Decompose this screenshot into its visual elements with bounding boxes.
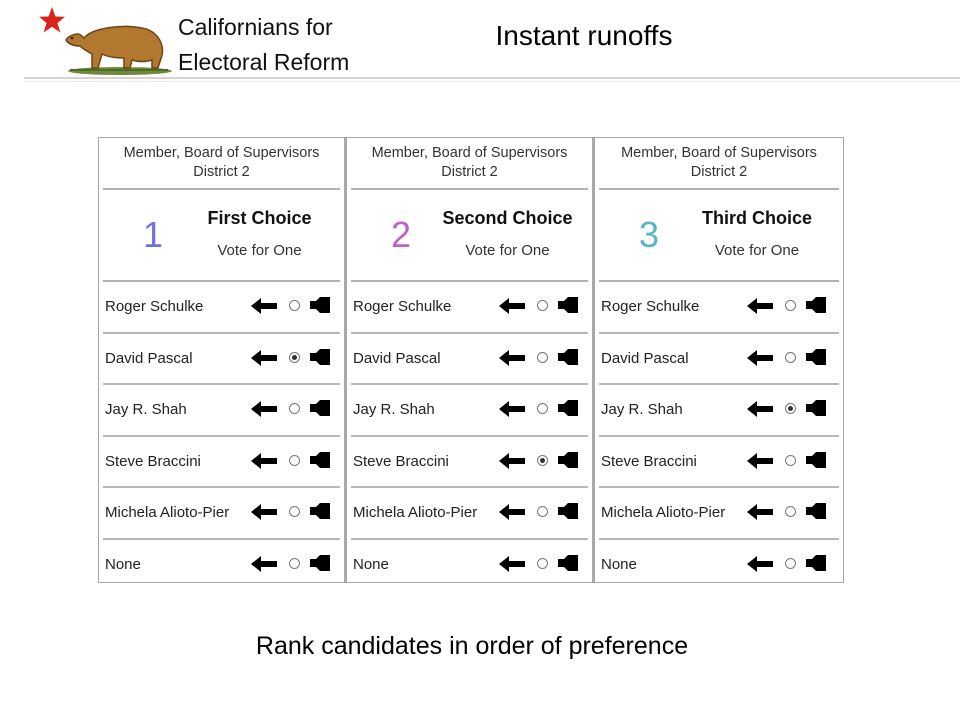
- office-district: District 2: [441, 164, 498, 180]
- candidate-row[interactable]: [599, 437, 839, 489]
- office-title: Member, Board of Supervisors: [371, 145, 568, 161]
- arrow-tail-icon: [310, 400, 330, 416]
- arrow-tail-icon: [806, 349, 826, 365]
- arrow-tail-icon: [806, 452, 826, 468]
- office-title: Member, Board of Supervisors: [621, 145, 817, 161]
- radio-button[interactable]: [785, 300, 796, 311]
- arrow-tail-icon: [558, 555, 578, 571]
- radio-button[interactable]: [289, 300, 300, 311]
- arrow-tail-icon: [806, 503, 826, 519]
- candidate-name: Roger Schulke: [353, 298, 452, 315]
- candidate-name: Jay R. Shah: [353, 401, 435, 418]
- arrow-left-icon: [251, 504, 277, 520]
- candidate-row[interactable]: [599, 282, 839, 334]
- arrow-left-icon: [499, 504, 525, 520]
- arrow-left-icon: [747, 556, 773, 572]
- candidate-name: David Pascal: [601, 349, 689, 367]
- choice-header: [103, 190, 340, 282]
- radio-dot: [292, 355, 297, 360]
- office-district: District 2: [690, 164, 748, 180]
- candidate-name: None: [105, 555, 141, 573]
- radio-button[interactable]: [289, 455, 300, 466]
- candidate-row[interactable]: [599, 540, 839, 592]
- candidate-name: Jay R. Shah: [105, 401, 187, 418]
- candidate-name: Roger Schulke: [105, 298, 204, 315]
- arrow-left-icon: [747, 298, 773, 314]
- candidate-name: David Pascal: [105, 349, 193, 367]
- candidate-row[interactable]: [351, 540, 588, 592]
- candidate-name: Steve Braccini: [601, 452, 697, 470]
- radio-button[interactable]: [537, 352, 548, 363]
- candidate-name: Steve Braccini: [105, 452, 201, 470]
- arrow-left-icon: [747, 401, 773, 417]
- radio-button[interactable]: [537, 506, 548, 517]
- candidate-row[interactable]: [599, 334, 839, 386]
- arrow-left-icon: [251, 401, 277, 417]
- choice-instruction: Vote for One: [714, 242, 800, 259]
- arrow-left-icon: [251, 350, 277, 366]
- arrow-left-icon: [499, 298, 525, 314]
- ballot-column-3: [595, 138, 843, 582]
- office-district: District 2: [193, 164, 250, 180]
- office-header: [351, 138, 588, 190]
- arrow-left-icon: [499, 556, 525, 572]
- radio-dot: [540, 458, 545, 463]
- radio-button[interactable]: [537, 300, 548, 311]
- arrow-left-icon: [499, 453, 525, 469]
- candidate-row[interactable]: [103, 334, 340, 386]
- candidate-row[interactable]: [103, 540, 340, 592]
- arrow-tail-icon: [806, 400, 826, 416]
- radio-button-selected[interactable]: [289, 352, 300, 363]
- candidate-row[interactable]: [103, 282, 340, 334]
- candidate-row[interactable]: [351, 437, 588, 489]
- candidate-row[interactable]: [103, 488, 340, 540]
- candidate-row[interactable]: [351, 334, 588, 386]
- candidate-row[interactable]: [103, 385, 340, 437]
- radio-button[interactable]: [785, 455, 796, 466]
- arrow-tail-icon: [310, 503, 330, 519]
- candidate-row[interactable]: [103, 437, 340, 489]
- radio-button[interactable]: [537, 558, 548, 569]
- ballot: [98, 137, 844, 583]
- arrow-left-icon: [747, 350, 773, 366]
- candidate-row[interactable]: [351, 385, 588, 437]
- radio-button[interactable]: [289, 506, 300, 517]
- choice-instruction: Vote for One: [217, 242, 302, 259]
- arrow-tail-icon: [806, 297, 826, 313]
- candidate-name: Michela Alioto-Pier: [105, 504, 230, 521]
- candidate-name: Jay R. Shah: [601, 401, 683, 418]
- rank-number: 2: [391, 214, 412, 255]
- header-divider: [24, 77, 960, 79]
- radio-button[interactable]: [289, 403, 300, 414]
- arrow-tail-icon: [558, 400, 578, 416]
- choice-title: First Choice: [207, 208, 312, 228]
- arrow-tail-icon: [806, 555, 826, 571]
- candidate-row[interactable]: [599, 385, 839, 437]
- arrow-tail-icon: [310, 349, 330, 365]
- choice-instruction: Vote for One: [465, 242, 550, 259]
- radio-button-selected[interactable]: [785, 403, 796, 414]
- arrow-tail-icon: [558, 297, 578, 313]
- arrow-left-icon: [251, 453, 277, 469]
- arrow-tail-icon: [310, 452, 330, 468]
- choice-title: Second Choice: [442, 208, 573, 228]
- slide-caption: Rank candidates in order of preference: [255, 632, 689, 660]
- arrow-left-icon: [251, 298, 277, 314]
- candidate-name: Michela Alioto-Pier: [601, 504, 726, 521]
- header-divider-secondary: [24, 81, 960, 82]
- candidate-name: Steve Braccini: [353, 452, 449, 470]
- arrow-tail-icon: [310, 555, 330, 571]
- radio-button[interactable]: [785, 558, 796, 569]
- arrow-tail-icon: [558, 349, 578, 365]
- slide-title: Instant runoffs: [495, 20, 673, 51]
- candidate-name: None: [353, 555, 389, 573]
- ballot-column-2: [347, 138, 595, 582]
- arrow-left-icon: [499, 350, 525, 366]
- office-header: [103, 138, 340, 190]
- radio-button[interactable]: [785, 506, 796, 517]
- arrow-left-icon: [499, 401, 525, 417]
- candidate-name: David Pascal: [353, 349, 441, 367]
- candidate-row[interactable]: [599, 488, 839, 540]
- org-name-line2: Electoral Reform: [178, 49, 350, 75]
- candidate-row[interactable]: [351, 282, 588, 334]
- candidate-name: Michela Alioto-Pier: [353, 504, 478, 521]
- office-title: Member, Board of Supervisors: [123, 145, 320, 161]
- radio-button[interactable]: [537, 403, 548, 414]
- rank-number: 1: [143, 214, 164, 255]
- rank-number: 3: [639, 214, 660, 255]
- ballot-column-1: [99, 138, 347, 582]
- arrow-tail-icon: [310, 297, 330, 313]
- candidate-name: None: [601, 555, 637, 573]
- radio-button[interactable]: [785, 352, 796, 363]
- radio-dot: [788, 406, 793, 411]
- arrow-left-icon: [251, 556, 277, 572]
- choice-header: [351, 190, 588, 282]
- radio-button-selected[interactable]: [537, 455, 548, 466]
- arrow-tail-icon: [558, 452, 578, 468]
- candidate-row[interactable]: [351, 488, 588, 540]
- choice-header: [599, 190, 839, 282]
- choice-title: Third Choice: [701, 208, 812, 228]
- office-header: [599, 138, 839, 190]
- candidate-name: Roger Schulke: [601, 298, 700, 315]
- arrow-left-icon: [747, 453, 773, 469]
- arrow-left-icon: [747, 504, 773, 520]
- arrow-tail-icon: [558, 503, 578, 519]
- org-name-line1: Californians for: [178, 14, 333, 40]
- radio-button[interactable]: [289, 558, 300, 569]
